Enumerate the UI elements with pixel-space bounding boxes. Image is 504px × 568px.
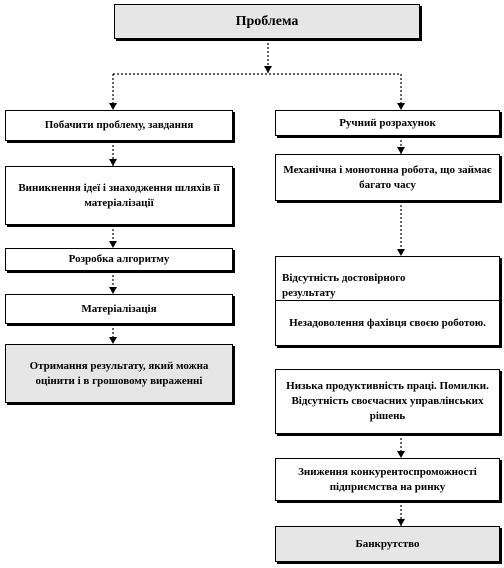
- left-step-1-label: Побачити проблему, завдання: [44, 119, 194, 131]
- right-step-2-label: Механічна і монотонна робота, що займає багато часу: [283, 163, 492, 191]
- left-step-5-label: Отримання результату, який можна оцінити і в грошовому вираженні: [29, 359, 209, 387]
- right-step-5: [275, 369, 500, 434]
- left-step-5: [5, 344, 233, 403]
- right-step-5-label: Низька продуктивність праці. Помилки. Відсутність своєчасних управлінських рішень: [286, 380, 489, 422]
- problem-box: [114, 4, 420, 39]
- right-step-dissatisfaction-visible: [275, 300, 500, 346]
- right-step-2: [275, 154, 500, 201]
- problem-label: Проблема: [235, 14, 299, 29]
- right-step-1-label: Ручний розрахунок: [339, 116, 436, 129]
- right-step-7-label: Банкрутство: [355, 537, 420, 550]
- right-step-1: [275, 110, 500, 136]
- left-step-4-label: Матеріалізація: [81, 302, 157, 315]
- left-step-3-label: Розробка алгоритму: [68, 253, 170, 265]
- left-step-4: [5, 294, 233, 324]
- left-step-1: [5, 110, 233, 141]
- right-step-4-label: Незадоволення фахівця своєю роботою.: [289, 316, 486, 329]
- right-step-6: [275, 458, 500, 501]
- right-step-6-label: Зниження конкурентоспроможності підприємства на ринку: [298, 465, 477, 493]
- right-step-3-label: Відсутність достовірного результату: [282, 272, 406, 299]
- left-step-3: [5, 248, 233, 271]
- left-step-2: [5, 166, 233, 225]
- right-step-7: [275, 526, 500, 562]
- left-step-2-label: Виникнення ідеї і знаходження шляхів її матеріалізації: [18, 181, 220, 209]
